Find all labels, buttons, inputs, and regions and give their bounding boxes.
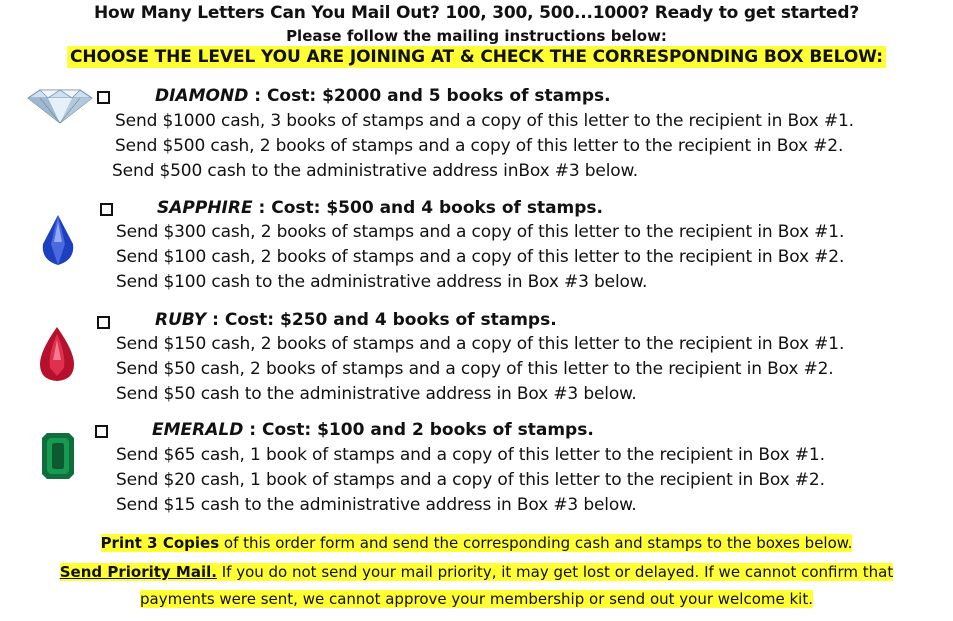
tier-line: Send $1000 cash, 3 books of stamps and a copy of this letter to the recipient in Box #1.: [115, 111, 854, 131]
tier-cost: : Cost: $2000 and 5 books of stamps.: [248, 86, 611, 106]
tier-line: Send $20 cash, 1 book of stamps and a copy of this letter to the recipient in Box #2.: [116, 470, 825, 490]
page-subtitle: Please follow the mailing instructions below:: [286, 27, 667, 45]
priority-mail-text: If you do not send your mail priority, it may get lost or delayed. If we cannot confirm that: [216, 563, 894, 581]
emerald-checkbox[interactable]: [95, 425, 108, 438]
print-copies-highlight: [101, 534, 853, 552]
tier-cost: : Cost: $250 and 4 books of stamps.: [206, 310, 557, 330]
emerald-icon: [41, 432, 75, 480]
ruby-checkbox[interactable]: [97, 316, 110, 329]
tier-name: EMERALD: [152, 420, 244, 440]
tier-cost: : Cost: $100 and 2 books of stamps.: [243, 420, 594, 440]
priority-mail-line2: payments were sent, we cannot approve your membership or send out your welcome kit.: [140, 590, 813, 608]
tier-cost: : Cost: $500 and 4 books of stamps.: [252, 198, 604, 218]
tier-line: Send $65 cash, 1 book of stamps and a copy of this letter to the recipient in Box #1.: [116, 445, 825, 465]
level-instruction-text: CHOOSE THE LEVEL YOU ARE JOINING AT & CHECK THE CORRESPONDING BOX BELOW:: [67, 46, 886, 68]
tier-name: RUBY: [155, 310, 207, 330]
diamond-checkbox[interactable]: [97, 91, 110, 104]
print-copies-bold: Print 3 Copies: [100, 534, 220, 552]
emerald-cost-heading: [152, 420, 594, 440]
tier-line: Send $100 cash, 2 books of stamps and a copy of this letter to the recipient in Box #2.: [116, 247, 845, 267]
priority-mail-note-line2: [0, 590, 953, 608]
tier-line: Send $500 cash to the administrative address inBox #3 below.: [112, 161, 638, 181]
ruby-cost-heading: [155, 310, 557, 330]
priority-mail-highlight: [60, 563, 893, 581]
level-instruction-banner: [0, 47, 953, 67]
print-copies-text: of this order form and send the corresponding cash and stamps to the boxes below.: [219, 534, 853, 552]
tier-line: Send $50 cash to the administrative address in Box #3 below.: [116, 384, 637, 404]
sapphire-icon: [37, 214, 79, 266]
tier-line: Send $300 cash, 2 books of stamps and a copy of this letter to the recipient in Box #1.: [116, 222, 845, 242]
diamond-icon: [26, 88, 94, 124]
tier-line: Send $100 cash to the administrative address in Box #3 below.: [116, 272, 648, 292]
diamond-cost-heading: [155, 86, 611, 106]
priority-mail-note: [0, 563, 953, 581]
sapphire-checkbox[interactable]: [100, 203, 113, 216]
page-title: How Many Letters Can You Mail Out? 100, 300, 500...1000? Ready to get started?: [93, 3, 860, 23]
tier-line: Send $15 cash to the administrative address in Box #3 below.: [116, 495, 637, 515]
tier-line: Send $500 cash, 2 books of stamps and a copy of this letter to the recipient in Box #2.: [115, 136, 844, 156]
priority-mail-bold: Send Priority Mail.: [59, 563, 217, 581]
print-copies-note: [0, 534, 953, 552]
sapphire-cost-heading: [157, 198, 603, 218]
tier-name: SAPPHIRE: [157, 198, 253, 218]
tier-name: DIAMOND: [155, 86, 249, 106]
tier-line: Send $50 cash, 2 books of stamps and a copy of this letter to the recipient in Box #2.: [116, 359, 834, 379]
tier-line: Send $150 cash, 2 books of stamps and a copy of this letter to the recipient in Box #1.: [116, 334, 845, 354]
ruby-icon: [36, 326, 78, 382]
